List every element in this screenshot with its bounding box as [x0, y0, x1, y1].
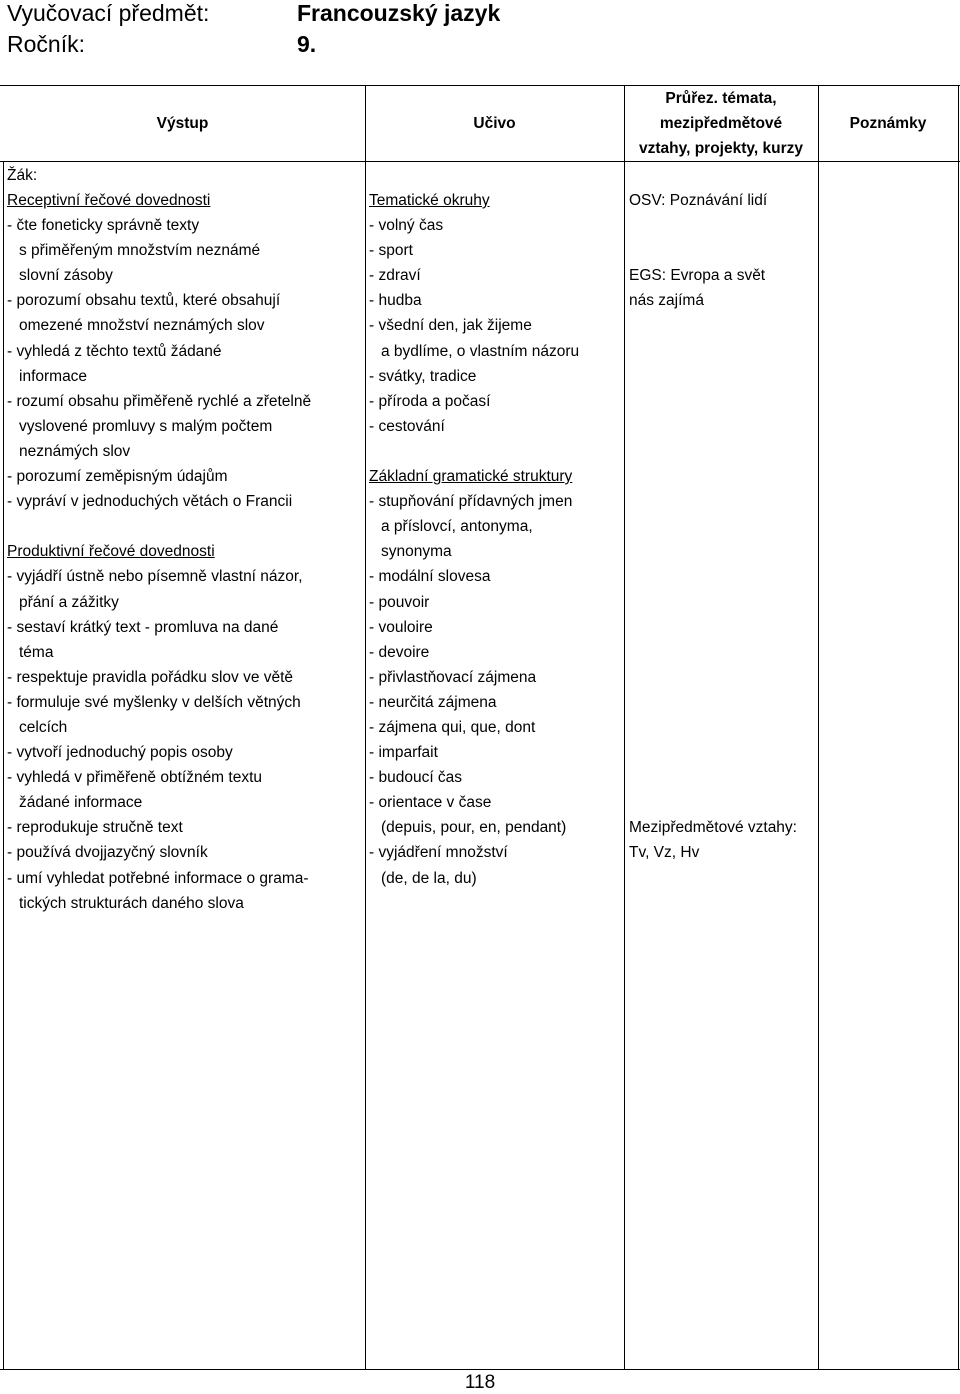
- vystup-line: - rozumí obsahu přiměřeně rychlé a zřetelně: [7, 392, 312, 410]
- prurez-line: [629, 339, 797, 364]
- prurez-line: [629, 590, 797, 615]
- vystup-line: [7, 514, 311, 539]
- ucivo-line: - sport: [369, 242, 413, 260]
- ucivo-line: - všední den, jak žijeme: [369, 317, 532, 335]
- ucivo-line: - vyjádření množství: [369, 844, 508, 862]
- vystup-line: tických strukturách daného slova: [19, 894, 244, 912]
- ucivo-line: - orientace v čase: [369, 794, 492, 812]
- ucivo-line: - imparfait: [369, 744, 438, 762]
- subject-label: Vyučovací předmět:: [7, 0, 210, 26]
- student-label: Žák:: [7, 167, 38, 184]
- prurez-line: [629, 790, 797, 815]
- column-heading-prurez-line2: mezipředmětové: [659, 115, 783, 132]
- page-number: 118: [464, 1372, 496, 1393]
- vystup-line: slovní zásoby: [19, 267, 113, 285]
- column-heading-ucivo: Učivo: [473, 115, 516, 132]
- ucivo-line: - přivlastňovací zájmena: [369, 668, 537, 686]
- vystup-line: - používá dvojjazyčný slovník: [7, 844, 208, 862]
- ucivo-line: - hudba: [369, 292, 422, 310]
- column-heading-vystup: Výstup: [156, 115, 209, 132]
- vystup-line: Receptivní řečové dovednosti: [7, 192, 211, 209]
- vystup-line: - formuluje své myšlenky v delších větných: [7, 693, 301, 711]
- ucivo-line: - pouvoir: [369, 593, 430, 611]
- table-bottom-border: [0, 1369, 960, 1370]
- prurez-column: [629, 188, 797, 866]
- vystup-line: vyslovené promluvy s malým počtem: [19, 417, 273, 435]
- ucivo-line: - cestování: [369, 417, 445, 435]
- curriculum-table: [0, 85, 960, 1370]
- prurez-line: [629, 313, 797, 338]
- prurez-line: nás zajímá: [629, 292, 704, 310]
- ucivo-line: - zájmena qui, que, dont: [369, 718, 536, 736]
- prurez-line: [629, 364, 797, 389]
- ucivo-line: - neurčitá zájmena: [369, 693, 497, 711]
- prurez-line: [629, 740, 797, 765]
- grade-value: 9.: [297, 31, 317, 57]
- table-right-border: [958, 85, 959, 1370]
- prurez-line: [629, 389, 797, 414]
- vystup-line: téma: [19, 643, 54, 661]
- prurez-line: [629, 213, 797, 238]
- column-heading-prurez-line1: Průřez. témata,: [665, 90, 777, 107]
- column-divider-3: [818, 85, 819, 1370]
- ucivo-column: [369, 188, 579, 891]
- vystup-line: neznámých slov: [19, 442, 131, 460]
- column-divider-1: [365, 85, 366, 1370]
- ucivo-line: - volný čas: [369, 217, 444, 235]
- prurez-line: [629, 765, 797, 790]
- prurez-line: [629, 715, 797, 740]
- vystup-line: - umí vyhledat potřebné informace o grama-: [7, 869, 309, 887]
- vystup-line: - vyhledá v přiměřeně obtížném textu: [7, 769, 263, 787]
- prurez-line: OSV: Poznávání lidí: [629, 192, 768, 209]
- ucivo-line: Základní gramatické struktury: [369, 468, 573, 486]
- prurez-line: [629, 564, 797, 589]
- vystup-line: - vytvoří jednoduchý popis osoby: [7, 744, 233, 762]
- ucivo-line: (de, de la, du): [381, 869, 477, 887]
- prurez-line: Mezipředmětové vztahy:: [629, 819, 797, 837]
- prurez-line: EGS: Evropa a svět: [629, 267, 766, 285]
- table-header-border: [0, 161, 960, 162]
- ucivo-line: - modální slovesa: [369, 568, 491, 586]
- ucivo-line: - stupňování přídavných jmen: [369, 493, 573, 511]
- ucivo-line: - vouloire: [369, 618, 433, 636]
- ucivo-line: synonyma: [381, 543, 452, 561]
- vystup-line: s přiměřeným množstvím neznámé: [19, 242, 261, 260]
- prurez-line: [629, 539, 797, 564]
- column-heading-prurez-line3: vztahy, projekty, kurzy: [639, 140, 803, 157]
- vystup-line: omezené množství neznámých slov: [19, 317, 265, 335]
- prurez-line: [629, 464, 797, 489]
- ucivo-line: a příslovcí, antonyma,: [381, 518, 533, 536]
- prurez-line: [629, 615, 797, 640]
- vystup-line: - čte foneticky správně texty: [7, 217, 200, 235]
- prurez-line: [629, 439, 797, 464]
- vystup-line: Produktivní řečové dovednosti: [7, 543, 215, 561]
- column-divider-2: [624, 85, 625, 1370]
- prurez-line: [629, 665, 797, 690]
- grade-label: Ročník:: [7, 31, 85, 57]
- vystup-line: celcích: [19, 718, 68, 736]
- subject-value: Francouzský jazyk: [297, 0, 501, 26]
- column-heading-prurez: [624, 86, 818, 161]
- prurez-line: Tv, Vz, Hv: [629, 844, 700, 862]
- ucivo-line: - příroda a počasí: [369, 392, 491, 410]
- vystup-line: - respektuje pravidla pořádku slov ve větě: [7, 668, 294, 686]
- prurez-line: [629, 640, 797, 665]
- ucivo-line: - devoire: [369, 643, 430, 661]
- vystup-line: přání a zážitky: [19, 593, 119, 611]
- prurez-line: [629, 489, 797, 514]
- ucivo-line: a bydlíme, o vlastním názoru: [381, 342, 580, 360]
- ucivo-line: Tematické okruhy: [369, 192, 490, 209]
- ucivo-line: (depuis, pour, en, pendant): [381, 819, 567, 837]
- prurez-line: [629, 238, 797, 263]
- vystup-line: informace: [19, 367, 88, 385]
- vystup-column: [7, 188, 311, 916]
- ucivo-line: [369, 439, 579, 464]
- vystup-line: - vypráví v jednoduchých větách o Francii: [7, 493, 293, 511]
- prurez-line: [629, 414, 797, 439]
- vystup-line: - sestaví krátký text - promluva na dané: [7, 618, 279, 636]
- prurez-line: [629, 690, 797, 715]
- vystup-line: - reprodukuje stručně text: [7, 819, 183, 837]
- ucivo-line: - svátky, tradice: [369, 367, 477, 385]
- column-heading-poznamky: Poznámky: [849, 115, 927, 132]
- prurez-line: [629, 514, 797, 539]
- vystup-line: - porozumí zeměpisným údajům: [7, 468, 228, 486]
- vystup-line: žádané informace: [19, 794, 143, 812]
- vystup-line: - vyjádří ústně nebo písemně vlastní názor,: [7, 568, 303, 586]
- ucivo-line: - zdraví: [369, 267, 421, 285]
- vystup-line: - porozumí obsahu textů, které obsahují: [7, 292, 281, 310]
- ucivo-line: - budoucí čas: [369, 769, 463, 787]
- table-left-border: [3, 161, 4, 1370]
- vystup-line: - vyhledá z těchto textů žádané: [7, 342, 222, 360]
